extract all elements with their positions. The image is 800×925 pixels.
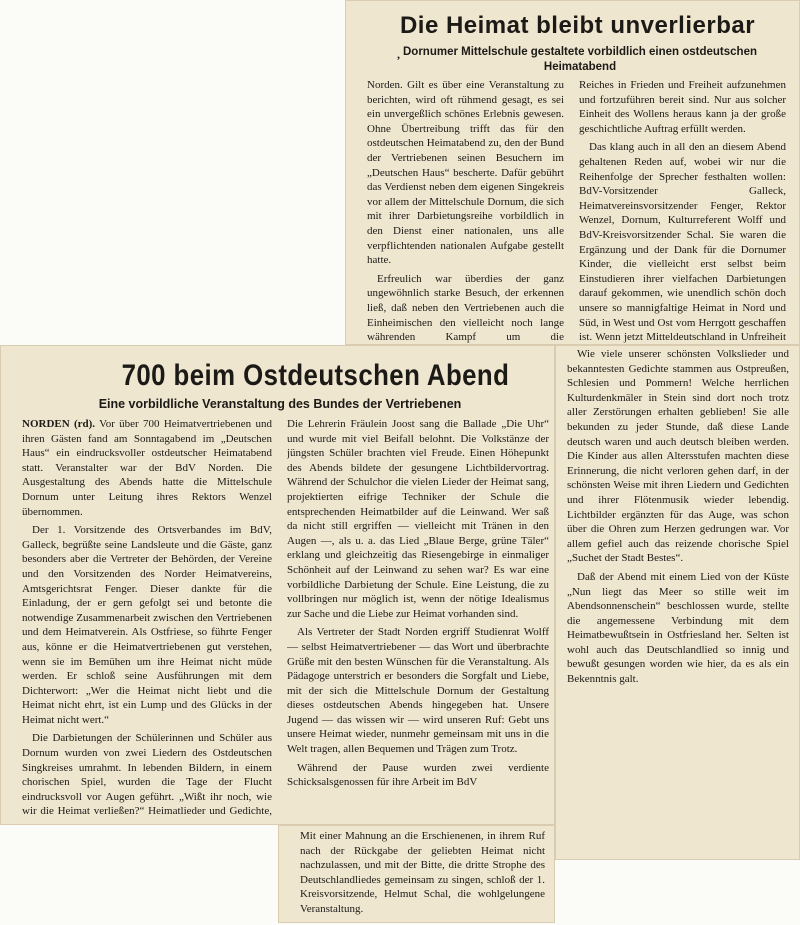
paragraph: Der 1. Vorsitzende des Ortsverbandes im BdV, Galleck, begrüßte seine Landsleute und die Gäste, ganz besonders aber die Vertreter der Behörden, der Vereine und den Vorsitzenden des Norder Heimatvereins, Amtsgerichtsrat Fenger. Dieser dankte für die Einladung, der er gern gefolgt sei und betonte die notwendige Zusammenarbeit zwischen den Vertriebenen und dem Heimatverein. Als Ostfriese, so führte Fenger aus, könne er die Heimatvertriebenen gut verstehen, wenn sie im Bemühen um ihre Heimat nicht müde werden. Er schloß seine Ausführungen mit dem Dichterwort: „Wer die Heimat nicht liebt und die Heimat nicht ehrt, ist ein Lump und des Glücks in der Heimat nicht wert.“ [22, 524, 272, 726]
column-bottom-1 [22, 417, 272, 822]
clipping-heimat-continued [555, 345, 800, 860]
clipping-700-ostdeutschen-abend [0, 345, 555, 825]
paragraph: Als Vertreter der Stadt Norden ergriff Studienrat Wolff — selbst Heimatvertriebener — das Wort und überbrachte Grüße mit den besten Wünschen für die Veranstaltung. Als Pädagoge unterstrich er besonders die Sorgfalt und Liebe, mit der sich die Mittelschule Dornum der Gestaltung dieses ostdeutschen Abends hingegeben hat. Unsere Jugend — das wissen wir — wird unseren Ruf: Gebt uns unsere Heimat wieder, nunmehr gemeinsam mit uns in die Welt tragen, allen Bequemen und Trägen zum Trotz. [287, 626, 549, 756]
subheadline-dornumer-mittelschule: Dornumer Mittelschule gestaltete vorbildlich einen ostdeutschen Heimatabend [402, 46, 757, 73]
paragraph: Wie viele unserer schönsten Volkslieder und bekanntesten Gedichte stammen aus Ostpreußen, Schlesien und Pommern! Welche herrlichen Kulturdenkmäler in Stein sind dort noch trotz aller Zerstörungen erhalten geblieben! Sie alle bekunden zu jeder Stunde, daß diese Lande deutsch waren und auch deutsch bleiben werden. Die Kinder aus allen Altersstufen machten diese Erinnerung, die nicht verloren gehen darf, in der schönsten Weise mit ihren Liedern und Gedichten und ihrer Flötenmusik wieder lebendig. Lichtbilder ergänzten für das Auge, was schon über die Ohren zum Herzen gedrungen war. Vor allem gefiel auch das reizende chorische Spiel „Suchet der Stadt Bestes“. [567, 348, 789, 565]
headline-heimat-bleibt: Die Heimat bleibt unverlierbar [399, 12, 756, 39]
paragraph: Norden. Gilt es über eine Veranstaltung zu berichten, wird oft rühmend gesagt, es sei ein unvergeßlich schönes Erlebnis gewesen. Ohne Übertreibung trifft das für den ostdeutschen Heimatabend zu, den der Bund der Vertriebenen seinen Besuchern im „Deutschen Haus“ bescherte. Dafür gebührt das Verdienst neben dem eigenen Singekreis vor allem der Mittelschule Dornum, die sich mit ihrer Darbietungsreihe vorbildlich in den Dienst einer nationalen, uns alle verpflichtenden nationalen Aufgabe gestellt hatte. [367, 79, 564, 267]
headline-700-ostdeutschen-abend: 700 beim Ostdeutschen Abend [121, 359, 510, 392]
column-top-1 [367, 78, 564, 343]
column-tail [300, 829, 545, 921]
paragraph: Erfreulich war überdies der ganz ungewöhnlich starke Besuch, der erkennen ließ, daß neben den Vertriebenen auch die Einheimischen den vielleicht noch lange währenden Kampf um die [367, 272, 564, 343]
paragraph: Reiches in Frieden und Freiheit aufzunehmen und fortzuführen bereit sind. Nur aus solcher Einheit des Wollens heraus kann ja der große geschichtliche Auftrag erfüllt werden. [579, 79, 786, 135]
column-bottom-2 [287, 417, 549, 822]
paragraph: Während der Pause wurden zwei verdiente Schicksalsgenossen für ihre Arbeit im BdV [287, 761, 549, 789]
clipping-tail [278, 825, 555, 923]
paragraph-lead [22, 417, 272, 519]
subheadline-bullet: , [397, 47, 400, 61]
paragraph: Die Lehrerin Fräulein Joost sang die Ballade „Die Uhr“ und wurde mit viel Beifall belohnt. Die Volkstänze der jüngsten Schüler brachten viel Freude. Einen Höhepunkt des Abends bildete der gesungene Lichtbildervortrag. Während der Schulchor die vielen Lieder der Heimat sang, projektierten eifrige Techniker der Schule die entsprechenden Heimatbilder auf die Leinwand. Wer saß da nicht still ergriffen — vielleicht mit Tränen in den Augen —, als u. a. das Lied „Blaue Berge, grüne Täler“ erklang und gleichzeitig das Riesengebirge in einmaliger Schönheit auf der Leinwand zu sehen war? Es war eine vorbildliche Darbietung der Schule. Eine Leistung, die zu vollbringen nur möglich ist, wenn der nötige Idealismus zur Sache und die Liebe zur Heimat vorhanden sind. [287, 418, 549, 620]
subheadline-vorbildliche-veranstaltung: Eine vorbildliche Veranstaltung des Bundes der Vertriebenen [98, 397, 462, 411]
clipping-heimat-bleibt [345, 0, 800, 345]
paragraph: Die Darbietungen der Schülerinnen und Schüler aus Dornum wurden von zwei Liedern des Ostdeutschen Singkreises umrahmt. In lebenden Bildern, in einem chorischen Spiel, wurden die Tage der Flucht eindrucksvoll vor Augen geführt. „Wißt ihr noch, wie wir die Heimat verließen?“ Heimatlieder und Gedichte, [22, 732, 272, 818]
column-continued [567, 347, 789, 857]
dateline: NORDEN (rd). [22, 418, 96, 430]
column-top-2 [579, 78, 786, 343]
paragraph: Mit einer Mahnung an die Erschienenen, in ihrem Ruf nach der Rückgabe der geliebten Heimat nicht nachzulassen, und mit der Bitte, die dritte Strophe des Deutschlandliedes gemeinsam zu singen, schloß der 1. Kreisvorsitzende, Helmut Schal, die wohlgelungene Veranstaltung. [300, 830, 545, 915]
paragraph: Daß der Abend mit einem Lied von der Küste „Nun liegt das Meer so stille weit im Abendsonnenschein“ beschlossen wurde, stellte die angemessene Verbindung mit dem Heimatbewußtsein in Ostfriesland her. Selten ist wohl auch das Deutschlandlied so innig und bewußt gesungen worden wie hier, da es als ein Bekenntnis galt. [567, 570, 789, 686]
paragraph: Das klang auch in all den an diesem Abend gehaltenen Reden auf, wobei wir nur die Reihenfolge der Sprecher festhalten wollen: BdV-Vorsitzender Galleck, Heimatvereinsvorsitzender Fenger, Rektor Wenzel, Dornum, Kulturreferent Wolff und BdV-Kreisvorsitzender Schal. Sie waren die Ergänzung und der Dank für die Dornumer Kinder, die vielleicht erst selbst beim Einstudieren ihrer vielfachen Darbietungen darauf gekommen, wie unendlich schön doch unsere so mannigfaltige Heimat in Nord und Süd, in West und Ost vom Herrgott geschaffen ist. Wenn jetzt Mitteldeutschland in Unfreiheit [579, 141, 786, 343]
lead-text: Vor über 700 Heimatvertriebenen und ihren Gästen fand am Sonntagabend im „Deutschen Haus“ ein eindrucksvoller ostdeutscher Heimatabend statt. Veranstalter war der BdV Norden. Die Ausgestaltung des Abends hatte die Mittelschule Dornum unter Leitung ihres Rektors Wenzel übernommen. [22, 418, 272, 518]
